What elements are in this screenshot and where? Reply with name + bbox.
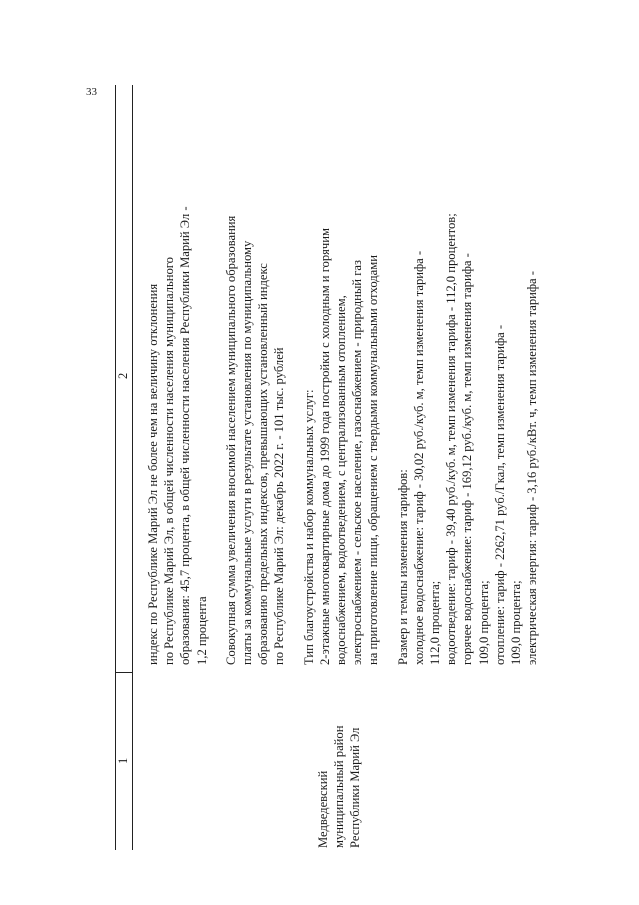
text-line: 2-этажные многоквартирные дома до 1999 года постройки с холодным и горячим xyxy=(317,228,332,665)
text-line: Размер и темпы изменения тарифов: xyxy=(395,469,410,665)
text-line: по Республике Марий Эл, в общей численности населения муниципального xyxy=(162,257,177,665)
text-line: Тип благоустройства и набор коммунальных услуг: xyxy=(301,389,316,665)
page-number: 33 xyxy=(86,86,97,98)
text-line: Республики Марий Эл xyxy=(348,727,362,848)
text-line: отопление: тариф - 2262,71 руб./Гкал, темп изменения тарифа - xyxy=(492,324,507,665)
row-region-label xyxy=(315,678,363,848)
text-line: электрическая энергия: тариф - 3,16 руб./кВт. ч, темп изменения тарифа - xyxy=(525,271,540,665)
text-line: на приготовление пищи, обращением с твердыми коммунальными отходами xyxy=(366,255,381,665)
column-2-cell xyxy=(145,90,553,665)
text-line: 109,0 процента; xyxy=(509,580,524,665)
text-line: водоснабжением, водоотведением, с централизованным отоплением, xyxy=(334,295,349,665)
column-2-number: 2 xyxy=(116,372,130,379)
text-line: Медведевский xyxy=(316,770,330,848)
text-line: образованию предельных индексов, превышающих установленный индекс xyxy=(256,263,271,665)
amenities-paragraph xyxy=(301,90,382,665)
table-top-rule xyxy=(115,85,116,850)
column-1-number: 1 xyxy=(116,757,130,764)
text-line: 109,0 процента; xyxy=(476,580,491,665)
text-line: холодное водоснабжение: тариф - 30,02 руб./куб. м, темп изменения тарифа - xyxy=(411,250,426,665)
text-line: электроснабжением - сельское население, газоснабжением - природный газ xyxy=(350,260,365,665)
text-line: платы за коммунальные услуги в результате установления по муниципальному xyxy=(240,240,255,665)
text-line: горячее водоснабжение: тариф - 169,12 руб./куб. м, темп изменения тарифа - xyxy=(460,253,475,665)
text-line: Совокупная сумма увеличения вносимой населением муниципального образования xyxy=(223,215,238,665)
continuation-paragraph xyxy=(145,90,210,665)
text-line: индекс по Республике Марий Эл не более чем на величину отклонения xyxy=(146,283,160,665)
header-bottom-rule xyxy=(132,85,133,850)
text-line: по Республике Марий Эл: декабрь 2022 г. - 101 тыс. рублей xyxy=(272,347,287,665)
text-line: муниципальный район xyxy=(332,725,346,848)
column-divider xyxy=(115,672,132,673)
text-line: водоотведение: тариф - 39,40 руб./куб. м, темп изменения тарифа - 112,0 процентов; xyxy=(444,213,459,665)
text-line: 112,0 процента; xyxy=(428,580,443,665)
text-line: 1,2 процента xyxy=(194,596,209,665)
text-line: образования: 45,7 процента, в общей численности населения Республики Марий Эл - xyxy=(178,206,193,665)
aggregate-paragraph xyxy=(223,90,288,665)
tariffs-paragraph xyxy=(395,90,541,665)
